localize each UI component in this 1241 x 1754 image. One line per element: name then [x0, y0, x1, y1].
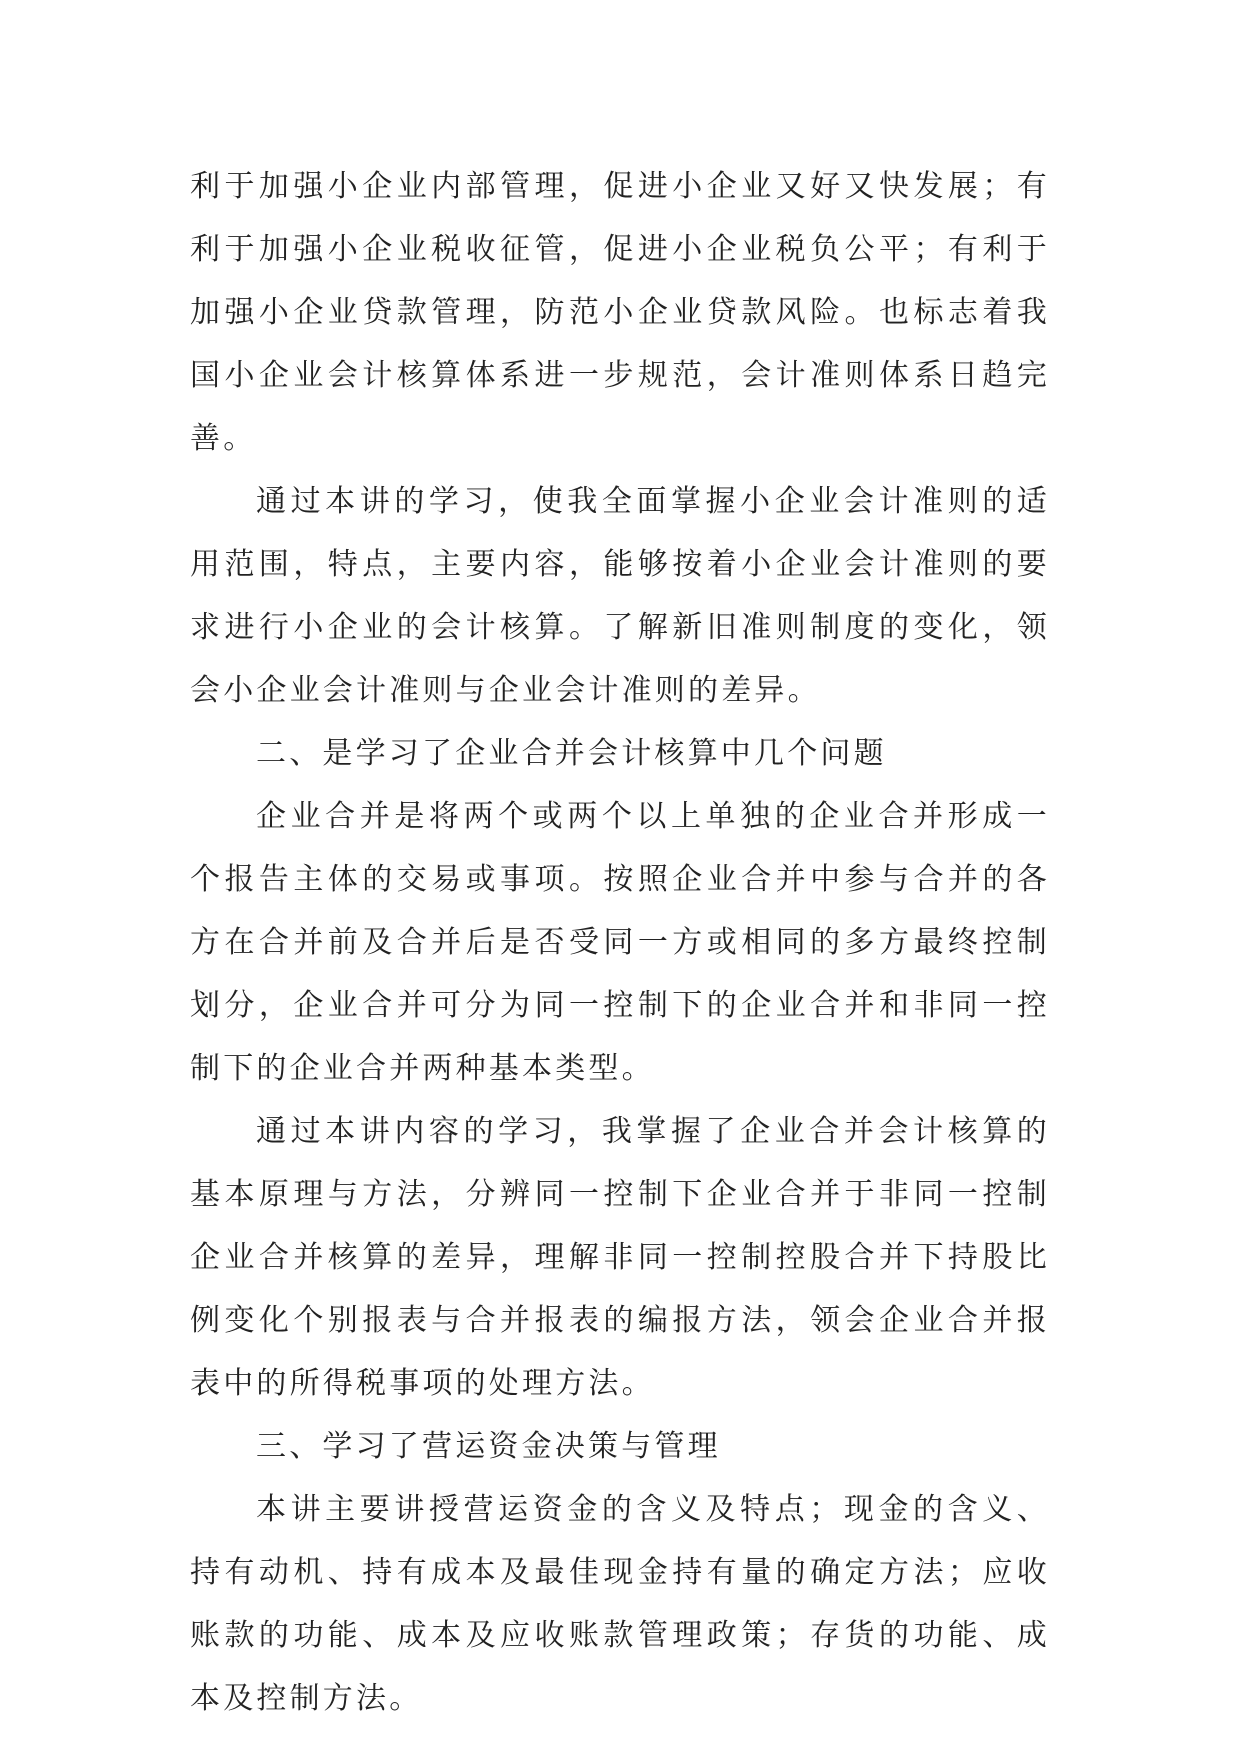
paragraph-merger-definition: 企业合并是将两个或两个以上单独的企业合并形成一个报告主体的交易或事项。按照企业合并中参与合并的各方在合并前及合并后是否受同一方或相同的多方最终控制划分，企业合并可分为同一控制下的企业合并和非同一控制下的企业合并两种基本类型。: [190, 799, 1050, 1086]
paragraph-continuation: 利于加强小企业内部管理，促进小企业又好又快发展；有利于加强小企业税收征管，促进小企业税负公平；有利于加强小企业贷款管理，防范小企业贷款风险。也标志着我国小企业会计核算体系进一步规范，会计准则体系日趋完善。: [190, 169, 1050, 456]
paragraph-merger-summary: 通过本讲内容的学习，我掌握了企业合并会计核算的基本原理与方法，分辨同一控制下企业合并于非同一控制企业合并核算的差异，理解非同一控制控股合并下持股比例变化个别报表与合并报表的编报方法，领会企业合并报表中的所得税事项的处理方法。: [190, 1114, 1050, 1401]
section-heading-2: 二、是学习了企业合并会计核算中几个问题: [256, 736, 887, 771]
document-page: [190, 155, 1050, 1730]
paragraph-working-capital: 本讲主要讲授营运资金的含义及特点；现金的含义、持有动机、持有成本及最佳现金持有量的确定方法；应收账款的功能、成本及应收账款管理政策；存货的功能、成本及控制方法。: [190, 1492, 1050, 1716]
paragraph-small-enterprise-summary: 通过本讲的学习，使我全面掌握小企业会计准则的适用范围，特点，主要内容，能够按着小企业会计准则的要求进行小企业的会计核算。了解新旧准则制度的变化，领会小企业会计准则与企业会计准则的差异。: [190, 484, 1050, 708]
section-heading-3: 三、学习了营运资金决策与管理: [256, 1429, 721, 1464]
